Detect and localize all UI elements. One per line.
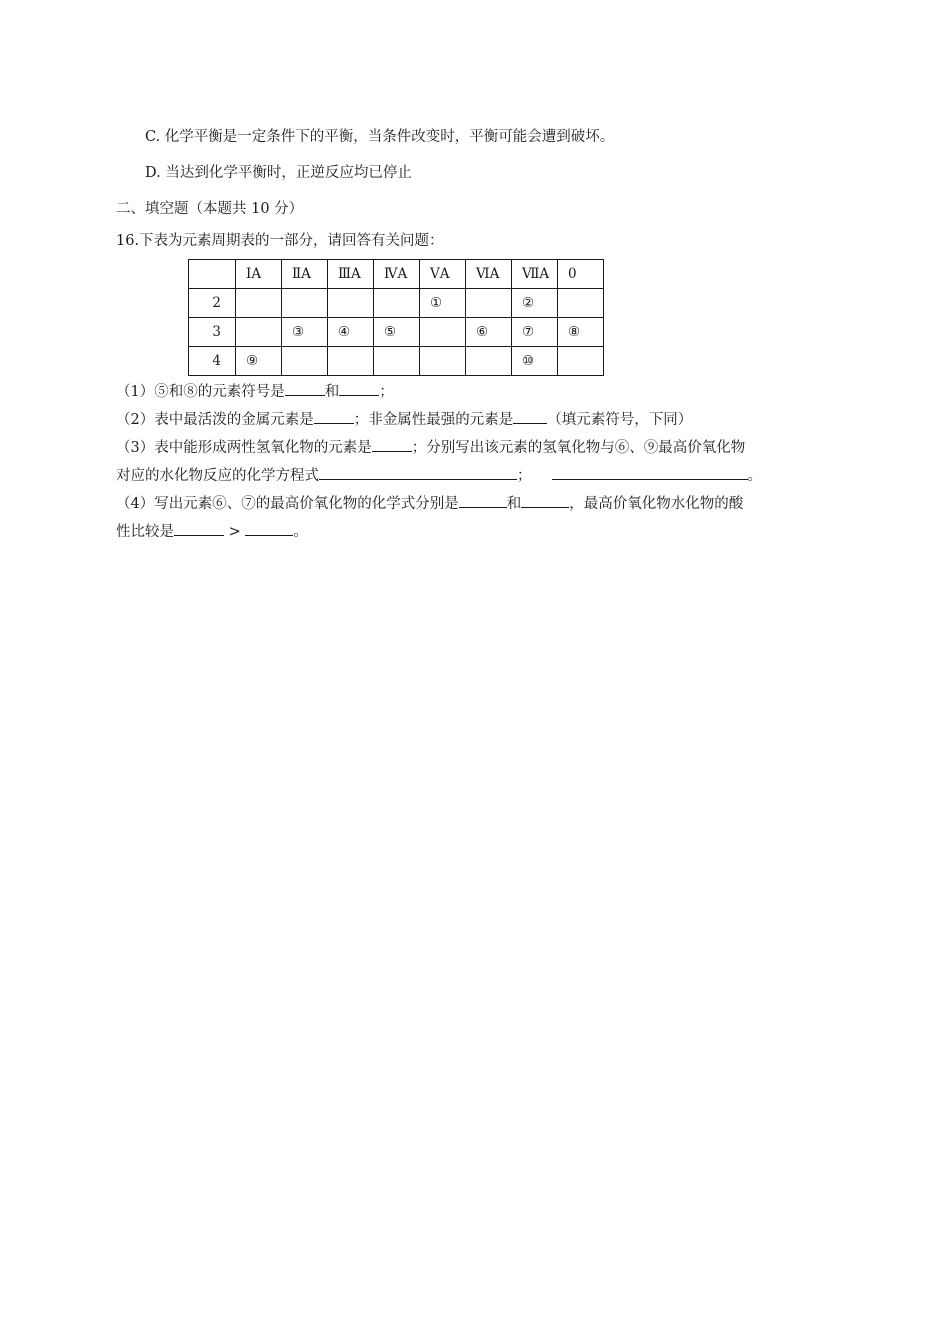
option-c: C. 化学平衡是一定条件下的平衡，当条件改变时，平衡可能会遭到破坏。 bbox=[145, 129, 615, 145]
table-cell: ⑩ bbox=[512, 347, 558, 376]
answer-blank[interactable] bbox=[552, 465, 748, 480]
answer-blank[interactable] bbox=[339, 381, 379, 396]
q3-text-b: ；分别写出该元素的氢氧化物与⑥、⑨最高价氧化物 bbox=[411, 440, 746, 456]
table-row bbox=[189, 289, 604, 318]
q4-text-b: 和 bbox=[506, 496, 522, 512]
table-header-cell: ⅣA bbox=[374, 260, 420, 289]
table-cell bbox=[236, 318, 282, 347]
table-cell: ⑨ bbox=[236, 347, 282, 376]
section-title: 二、填空题（本题共 10 分） bbox=[116, 201, 304, 217]
table-cell bbox=[420, 318, 466, 347]
periodic-table bbox=[188, 259, 604, 376]
sub-question-3-line-2 bbox=[116, 465, 762, 486]
q2-text-a: （2）表中最活泼的金属元素是 bbox=[116, 412, 314, 428]
sub-question-3-line-1 bbox=[116, 437, 745, 458]
answer-blank[interactable] bbox=[245, 521, 293, 536]
table-cell: ⑦ bbox=[512, 318, 558, 347]
q3-text-a: （3）表中能形成两性氢氧化物的元素是 bbox=[116, 440, 372, 456]
table-cell: ⑤ bbox=[374, 318, 420, 347]
table-header-cell: ⅡA bbox=[282, 260, 328, 289]
table-cell bbox=[466, 347, 512, 376]
answer-blank[interactable] bbox=[372, 437, 412, 452]
q1-text-a: （1）⑤和⑧的元素符号是 bbox=[116, 384, 285, 400]
table-header-cell: 0 bbox=[558, 260, 604, 289]
q2-text-c: （填元素符号，下同） bbox=[547, 412, 693, 428]
q3-text-d: ； bbox=[517, 468, 532, 484]
table-cell bbox=[466, 289, 512, 318]
table-cell bbox=[282, 347, 328, 376]
table-header-cell: ⅥA bbox=[466, 260, 512, 289]
answer-blank[interactable] bbox=[513, 409, 547, 424]
table-row bbox=[189, 318, 604, 347]
q3-text-e: 。 bbox=[747, 468, 762, 484]
q4-text-d: 性比较是 bbox=[116, 524, 174, 540]
q3-text-c: 对应的水化物反应的化学方程式 bbox=[116, 468, 319, 484]
table-cell: ① bbox=[420, 289, 466, 318]
q1-text-c: ； bbox=[379, 384, 394, 400]
table-cell bbox=[558, 289, 604, 318]
period-label: 2 bbox=[189, 289, 236, 318]
table-cell: ③ bbox=[282, 318, 328, 347]
question-stem: 16.下表为元素周期表的一部分，请回答有关问题： bbox=[116, 233, 444, 249]
table-header-cell: ⅢA bbox=[328, 260, 374, 289]
q4-text-c: ，最高价氧化物水化物的酸 bbox=[569, 496, 744, 512]
table-cell bbox=[328, 289, 374, 318]
sub-question-4-line-1 bbox=[116, 493, 743, 514]
sub-question-2 bbox=[116, 409, 692, 430]
answer-blank[interactable] bbox=[174, 521, 224, 536]
table-cell bbox=[282, 289, 328, 318]
q4-text-a: （4）写出元素⑥、⑦的最高价氧化物的化学式分别是 bbox=[116, 496, 459, 512]
table-cell bbox=[374, 347, 420, 376]
table-cell: ⑧ bbox=[558, 318, 604, 347]
answer-blank[interactable] bbox=[319, 465, 517, 480]
table-header-cell: ⅦA bbox=[512, 260, 558, 289]
table-header-cell: ⅤA bbox=[420, 260, 466, 289]
answer-blank[interactable] bbox=[521, 493, 569, 508]
table-cell bbox=[558, 347, 604, 376]
table-header-row bbox=[189, 260, 604, 289]
period-label: 4 bbox=[189, 347, 236, 376]
q4-text-e: > bbox=[224, 524, 246, 540]
table-row bbox=[189, 347, 604, 376]
answer-blank[interactable] bbox=[459, 493, 507, 508]
answer-blank[interactable] bbox=[285, 381, 325, 396]
q2-text-b: ；非金属性最强的元素是 bbox=[353, 412, 514, 428]
option-d: D. 当达到化学平衡时，正逆反应均已停止 bbox=[145, 165, 412, 181]
table-header-cell bbox=[189, 260, 236, 289]
sub-question-1 bbox=[116, 381, 394, 402]
table-cell bbox=[328, 347, 374, 376]
table-header-cell: ⅠA bbox=[236, 260, 282, 289]
q4-text-f: 。 bbox=[293, 524, 308, 540]
period-label: 3 bbox=[189, 318, 236, 347]
q1-text-b: 和 bbox=[324, 384, 340, 400]
table-cell bbox=[236, 289, 282, 318]
table-cell bbox=[374, 289, 420, 318]
table-cell: ④ bbox=[328, 318, 374, 347]
answer-blank[interactable] bbox=[314, 409, 354, 424]
table-cell bbox=[420, 347, 466, 376]
table-cell: ⑥ bbox=[466, 318, 512, 347]
table-cell: ② bbox=[512, 289, 558, 318]
sub-question-4-line-2 bbox=[116, 521, 308, 542]
